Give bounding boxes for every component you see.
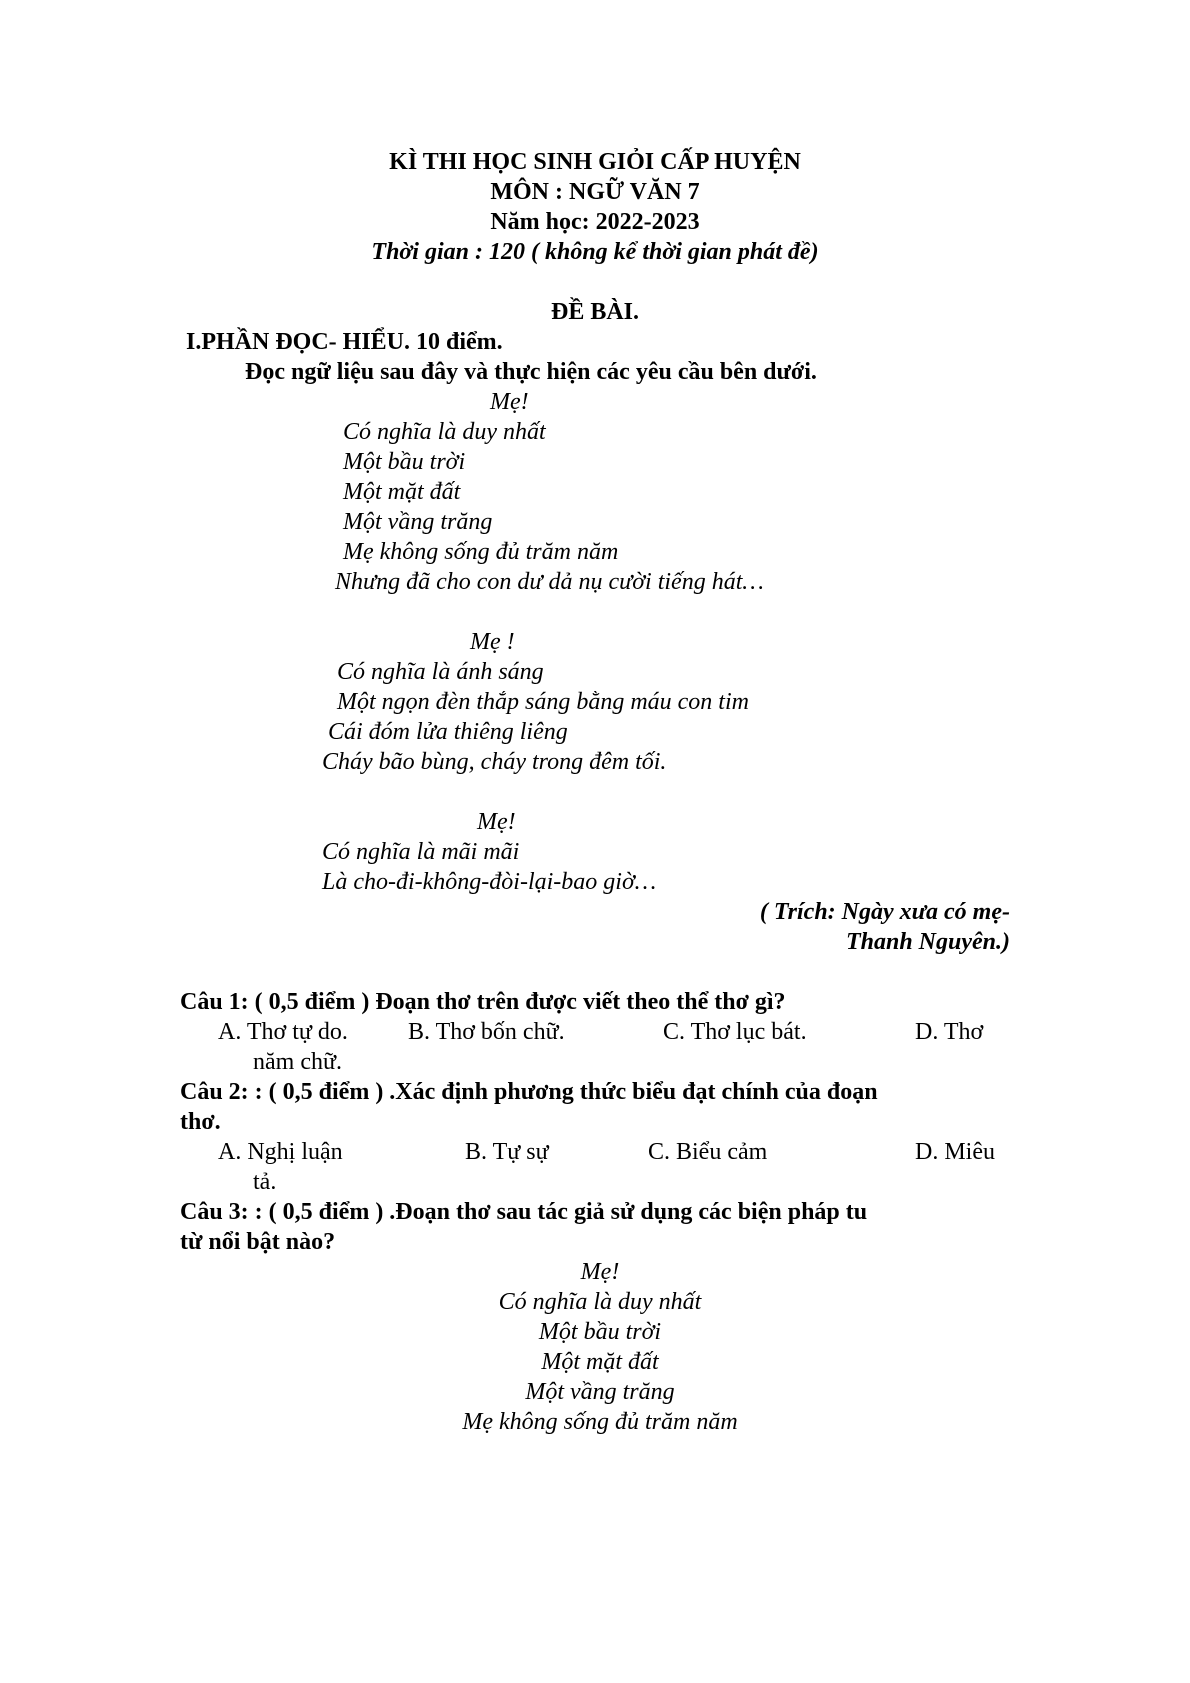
question-2-label: Câu 2: : ( 0,5 điểm ) .Xác định phương thức biểu đạt chính của đoạn — [180, 1079, 878, 1105]
poem-line: Một ngọn đèn thắp sáng bằng máu con tim — [337, 689, 749, 715]
question-3-poem-line: Một bầu trời — [538, 1319, 662, 1345]
question-3-poem-line: Một mặt đất — [541, 1349, 659, 1375]
question-2-option-c: C. Biểu cảm — [648, 1139, 768, 1165]
poem-line: Mẹ! — [490, 389, 529, 415]
poem-line: Có nghĩa là duy nhất — [343, 419, 546, 445]
poem-line: Cái đóm lửa thiêng liêng — [328, 719, 568, 745]
poem-line: Có nghĩa là mãi mãi — [322, 839, 520, 865]
question-3-poem-line: Có nghĩa là duy nhất — [498, 1289, 702, 1315]
question-1-option-d: D. Thơ — [915, 1019, 984, 1045]
exam-title: KÌ THI HỌC SINH GIỎI CẤP HUYỆN — [389, 149, 801, 175]
question-2-label-cont: thơ. — [180, 1109, 221, 1135]
question-1-label: Câu 1: ( 0,5 điểm ) Đoạn thơ trên được viết theo thể thơ gì? — [180, 989, 786, 1015]
question-3-poem-line: Một vầng trăng — [525, 1379, 675, 1405]
question-2-option-d-wrap: tả. — [253, 1169, 277, 1195]
question-2-option-a: A. Nghị luận — [218, 1139, 343, 1165]
question-1-option-a: A. Thơ tự do. — [218, 1019, 348, 1045]
poem-line: Một vầng trăng — [343, 509, 493, 535]
poem-line: Một mặt đất — [343, 479, 461, 505]
de-bai-heading: ĐỀ BÀI. — [550, 299, 640, 325]
question-2-option-b: B. Tự sự — [465, 1139, 549, 1165]
school-year-line: Năm học: 2022-2023 — [490, 209, 700, 235]
section-instruction: Đọc ngữ liệu sau đây và thực hiện các yêu cầu bên dưới. — [245, 359, 817, 385]
question-3-label-cont: từ nổi bật nào? — [180, 1229, 336, 1255]
subject-line: MÔN : NGỮ VĂN 7 — [490, 179, 700, 205]
question-1-option-d-wrap: năm chữ. — [253, 1049, 342, 1075]
question-3-poem-line: Mẹ không sống đủ trăm năm — [462, 1409, 738, 1435]
poem-source: ( Trích: Ngày xưa có mẹ- — [759, 899, 1010, 925]
poem-line: Mẹ không sống đủ trăm năm — [343, 539, 619, 565]
question-1-option-c: C. Thơ lục bát. — [663, 1019, 807, 1045]
poem-line: Nhưng đã cho con dư dả nụ cười tiếng hát… — [335, 569, 764, 595]
poem-line: Có nghĩa là ánh sáng — [337, 659, 544, 685]
poem-line: Một bầu trời — [343, 449, 466, 475]
question-3-poem-line: Mẹ! — [580, 1259, 620, 1285]
poem-line: Mẹ ! — [470, 629, 515, 655]
time-line: Thời gian : 120 ( không kể thời gian phát đề) — [371, 239, 819, 265]
poem-line: Mẹ! — [477, 809, 516, 835]
section-title: I.PHẦN ĐỌC- HIỂU. 10 điểm. — [186, 329, 503, 355]
question-3-label: Câu 3: : ( 0,5 điểm ) .Đoạn thơ sau tác giả sử dụng các biện pháp tu — [180, 1199, 868, 1225]
question-2-option-d: D. Miêu — [915, 1139, 995, 1165]
poem-line: Là cho-đi-không-đòi-lại-bao giờ… — [322, 869, 657, 895]
question-1-option-b: B. Thơ bốn chữ. — [408, 1019, 565, 1045]
poem-source-author: Thanh Nguyên.) — [845, 929, 1010, 955]
poem-line: Cháy bão bùng, cháy trong đêm tối. — [322, 749, 667, 775]
